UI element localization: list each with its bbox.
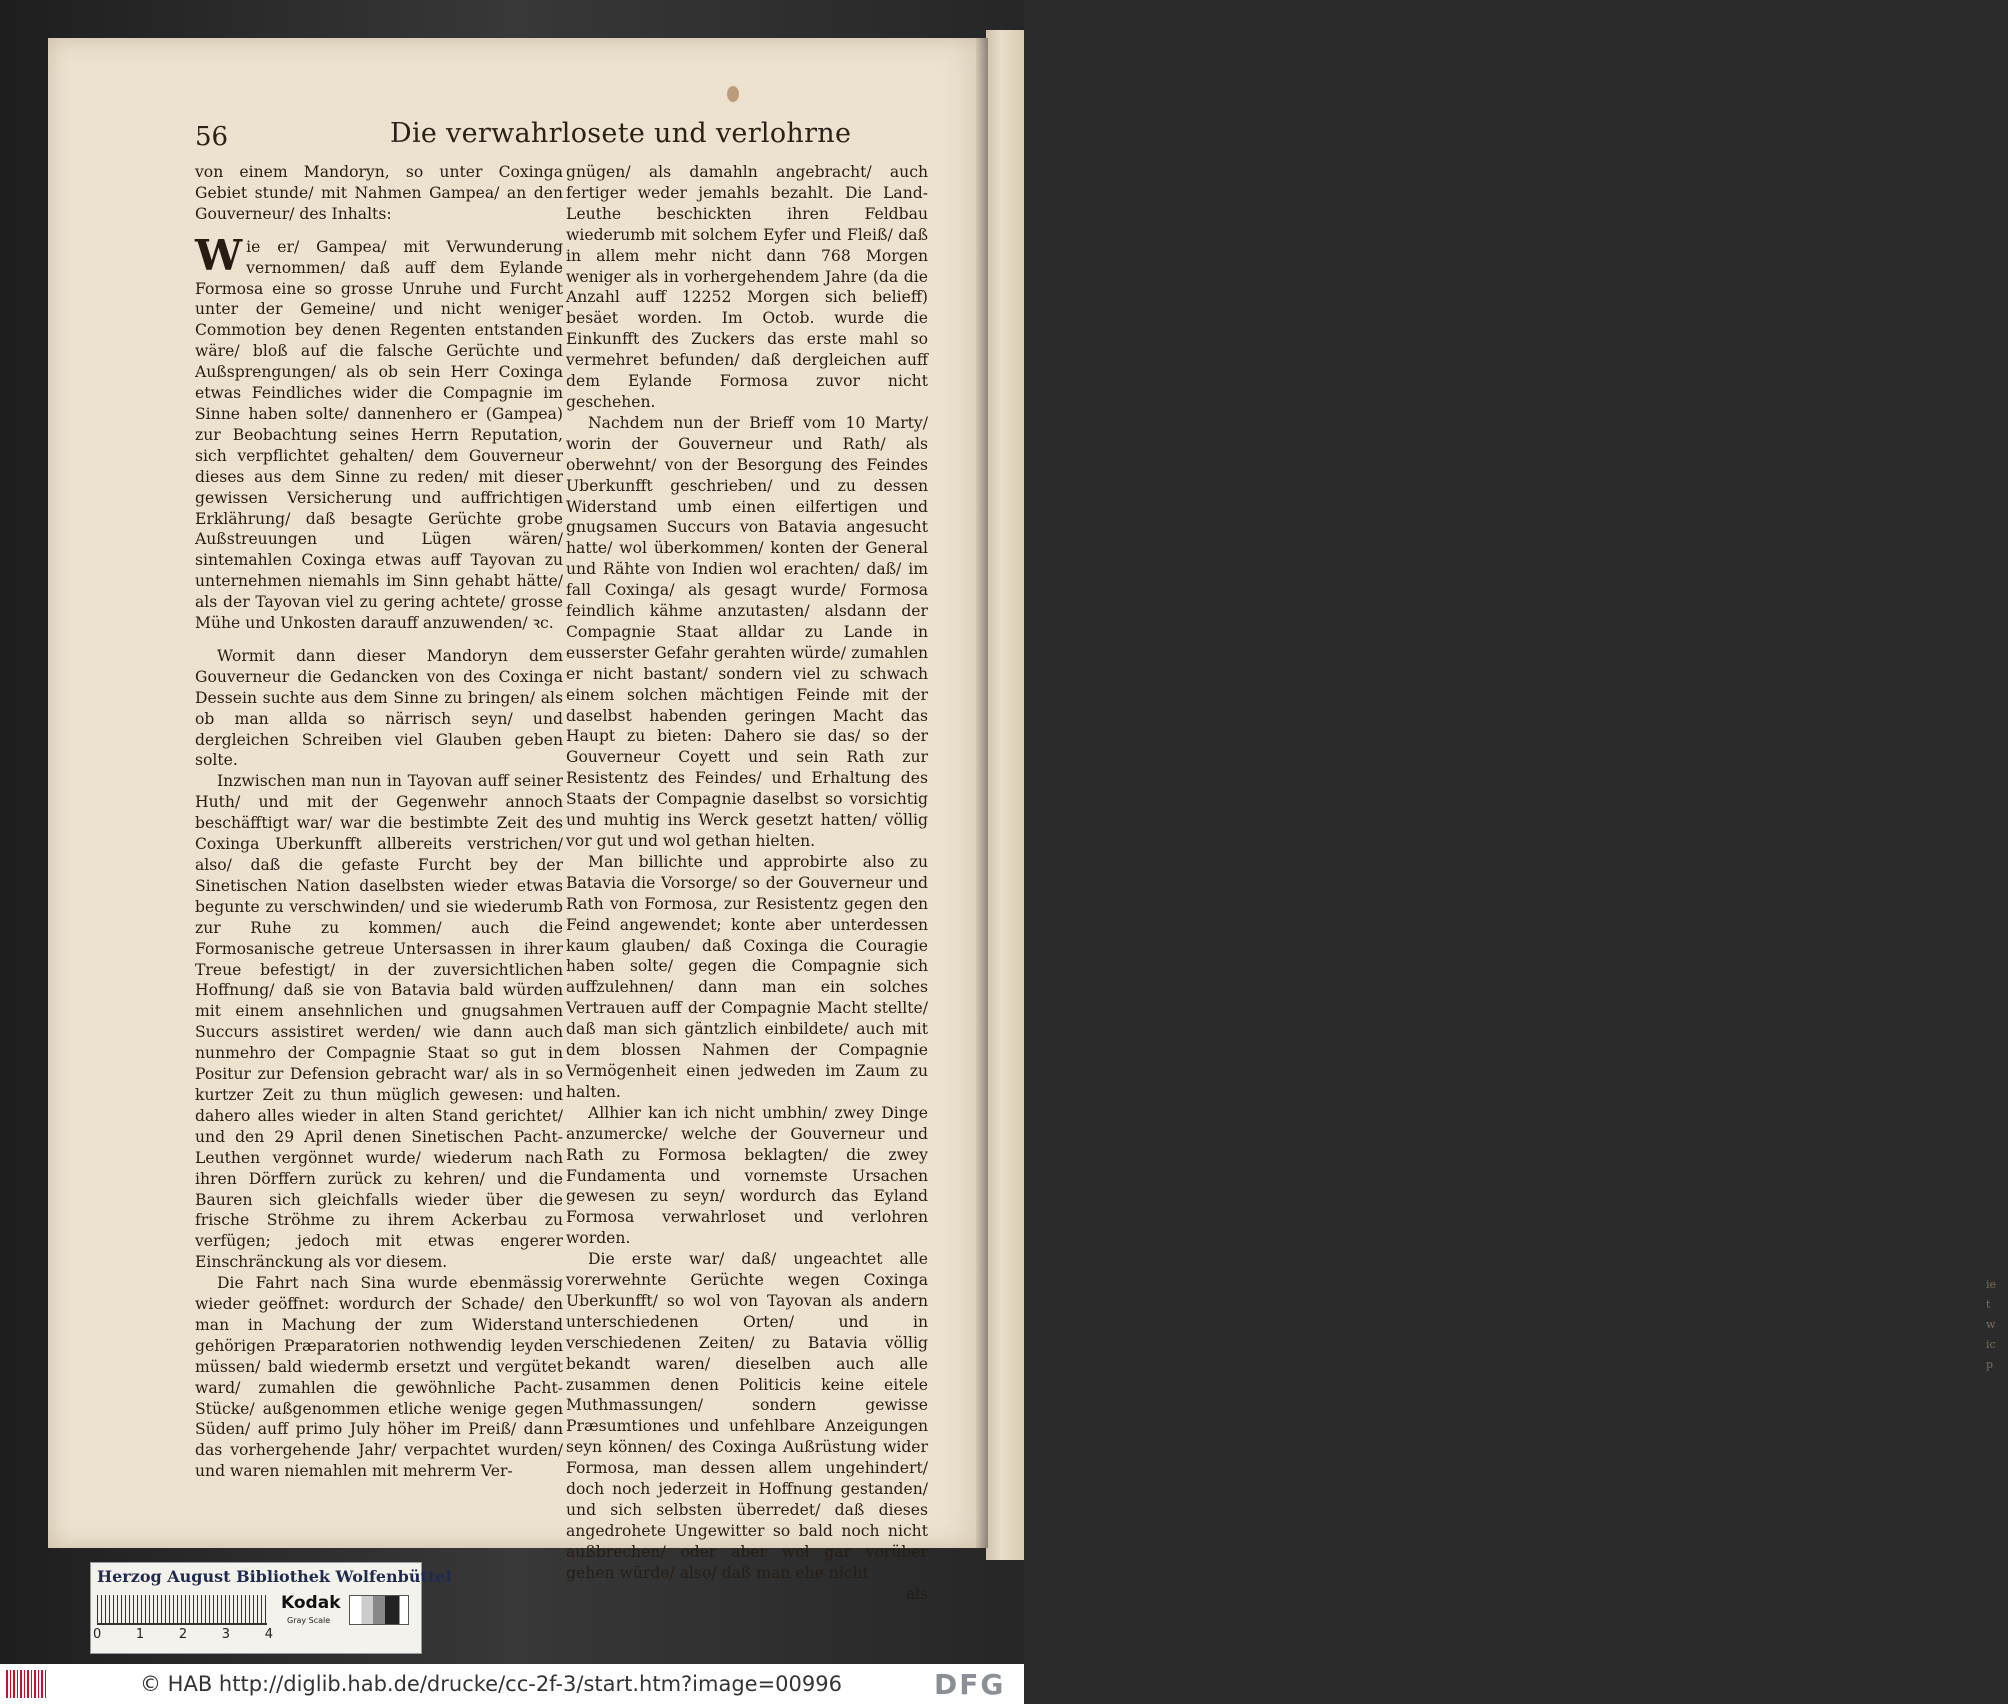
edge-mark: ie	[1986, 1278, 1997, 1291]
ruler-number: 0	[93, 1627, 102, 1642]
kodak-sublabel: Gray Scale	[287, 1616, 331, 1625]
edge-mark: w	[1986, 1318, 1996, 1331]
edge-mark: ic	[1986, 1338, 1996, 1351]
left-column	[195, 162, 563, 1482]
edge-mark: p	[1986, 1358, 1994, 1371]
gray-scale-swatch	[349, 1595, 409, 1625]
page-gutter	[976, 38, 988, 1548]
running-head: Die verwahrlosete und verlohrne	[390, 118, 852, 149]
ruler-number: 4	[264, 1627, 273, 1642]
barcode-icon	[6, 1670, 46, 1698]
right-column	[566, 162, 928, 1605]
page-number: 56	[195, 122, 229, 152]
paragraph: Die Fahrt nach Sina wurde ebenmässig wieder geöffnet: wordurch der Schade/ den man in Machung der zum Widerstand gehörigen Præparatorien nothwendig leyden müssen/ bald wiedermb ersetzt und vergütet ward/ zumahlen die gewöhnliche Pacht-Stücke/ außgenommen etliche wenige gegen Süden/ auff primo July höher im Preiß/ dann das vorhergehende Jahr/ verpachtet wurden/ und waren niemahlen mit mehrerm Ver-	[195, 1274, 563, 1481]
facing-page-marks	[1986, 1275, 2008, 1375]
paragraph: Nachdem nun der Brieff vom 10 Marty/ worin der Gouverneur und Rath/ als oberwehnt/ von der Besorgung des Feindes Uberkunfft geschrieben/ und zu dessen Widerstand umb einen eilfertigen und gnugsamen Succurs von Batavia angesucht hatte/ wol überkommen/ konten der General und Rähte von Indien wol erachten/ daß/ im fall Coxinga/ als gesagt wurde/ Formosa feindlich kähme anzutasten/ alsdann der Compagnie Staat alldar zu Lande in eusserster Gefahr gerahten würde/ zumahlen er nicht bastant/ sondern viel zu schwach einem solchen mächtigen Feinde mit der daselbst habenden geringen Macht das Haupt zu bieten: Dahero sie das/ so der Gouverneur Coyett und sein Rath zur Resistentz des Feindes/ und Erhaltung des Staats der Compagnie daselbst so vorsichtig und muhtig ins Werck gesetzt hatten/ völlig vor gut und wol gethan hielten.	[566, 413, 928, 850]
edge-mark: t	[1986, 1298, 1991, 1311]
paragraph: Man billichte und approbirte also zu Batavia die Vorsorge/ so der Gouverneur und Rath von Formosa, zur Resistentz gegen den Feind angewendet; konte aber unterdessen kaum glauben/ daß Coxinga die Couragie haben solte/ gegen die Compagnie sich auffzulehnen/ dann man ein solches Vertrauen auff der Compagnie Macht stellte/ daß man sich gäntzlich einbildete/ auch mit dem blossen Nahmen der Compagnie Vermögenheit einen jedweden im Zaum zu halten.	[566, 852, 928, 1101]
ruler-scale	[93, 1627, 273, 1642]
library-name: Herzog August Bibliothek Wolfenbüttel	[97, 1567, 452, 1586]
paper-stain	[727, 86, 739, 102]
library-reference-card	[90, 1562, 452, 1654]
measurement-ruler	[97, 1595, 267, 1625]
paragraph: Wie er/ Gampea/ mit Verwunderung vernommen/ daß auff dem Eylande Formosa eine so grosse Unruhe und Furcht unter der Gemeine/ und nicht weniger Commotion bey denen Regenten entstanden wäre/ bloß auf die falsche Gerüchte und Außsprengungen/ als ob sein Herr Coxinga etwas Feindliches wider die Compagnie im Sinne haben solte/ dannenhero er (Gampea) zur Beobachtung seines Herrn Reputation, sich verpflichtet gehalten/ dem Gouverneur dieses aus dem Sinne zu reden/ mit dieser gewissen Versicherung und auffrichtigen Erklährung/ daß besagte Gerüchte grobe Außstreuungen und Lügen wären/ sintemahlen Coxinga etwas auff Tayovan zu unternehmen niemahls im Sinn gehabt hätte/ als der Tayovan viel zu gering achtete/ grosse Mühe und Unkosten darauff anzuwenden/ ꝛc.	[195, 230, 563, 633]
paragraph: Wormit dann dieser Mandoryn dem Gouverneur die Gedancken von des Coxinga Dessein suchte aus dem Sinne zu bringen/ als ob man allda so närrisch seyn/ und dergleichen Schreiben viel Glauben geben solte.	[195, 646, 563, 770]
paragraph: gnügen/ als damahln angebracht/ auch fertiger weder jemahls bezahlt. Die Land-Leuthe beschickten ihren Feldbau wiederumb mit solchem Eyfer und Fleiß/ daß in allem mehr nicht dann 768 Morgen weniger als in vorhergehendem Jahre (da die Anzahl auff 12252 Morgen sich belieff) besäet worden. Im Octob. wurde die Einkunfft des Zuckers das erste mahl so vermehret befunden/ daß dergleichen auff dem Eylande Formosa zuvor nicht geschehen.	[566, 163, 928, 411]
dfg-logo: DFG	[934, 1668, 1006, 1701]
kodak-label: Kodak	[281, 1593, 341, 1613]
copyright-link[interactable]: © HAB http://diglib.hab.de/drucke/cc-2f-3/start.htm?image=00996	[140, 1672, 842, 1696]
footer-bar	[0, 1664, 1024, 1704]
catchword: als	[905, 1584, 928, 1603]
ruler-number: 1	[135, 1627, 145, 1642]
paragraph: Inzwischen man nun in Tayovan auff seiner Huth/ und mit der Gegenwehr annoch beschäfftigt war/ war die bestimbte Zeit des Coxinga Uberkunfft allbereits verstrichen/ also/ daß die gefaste Furcht bey der Sinetischen Nation daselbsten wieder etwas begunte zu verschwinden/ und sie wiederumb zur Ruhe zu kommen/ auch die Formosanische getreue Untersassen in ihrer Treue befestigt/ in der zuversichtlichen Hoffnung/ daß sie von Batavia bald würden mit einem ansehnlichen und gnugsahmen Succurs assistiret werden/ wie dann auch nunmehro der Compagnie Staat so gut in Positur zur Defension gebracht war/ als in so kurtzer Zeit zu thun müglich gewesen: und dahero alles wieder in alten Stand gerichtet/ und den 29 April denen Sinetischen Pacht-Leuthen vergönnet wurde/ wiederum nach ihren Dörffern zurück zu kehren/ und die Bauren sich gleichfalls wieder über die frische Ströhme zu ihrem Ackerbau zu verfügen; jedoch mit etwas engerer Einschränckung als vor diesem.	[195, 772, 563, 1272]
paragraph: von einem Mandoryn, so unter Coxinga Gebiet stunde/ mit Nahmen Gampea/ an den Gouverneur/ des Inhalts:	[195, 163, 563, 223]
ruler-number: 2	[178, 1627, 188, 1642]
paragraph: Allhier kan ich nicht umbhin/ zwey Dinge anzumercke/ welche der Gouverneur und Rath zu Formosa beklagten/ die zwey Fundamenta und vornemste Ursachen gewesen zu seyn/ wordurch das Eyland Formosa verwahrloset und verlohren worden.	[566, 1103, 928, 1248]
paragraph: Die erste war/ daß/ ungeachtet alle vorerwehnte Gerüchte wegen Coxinga Uberkunfft/ so wol von Tayovan als andern unterschiedenen Orten/ und in verschiedenen Zeiten/ zu Batavia völlig bekandt waren/ dieselben auch alle zusammen denen Politicis keine eitele Muthmassungen/ sondern gewisse Præsumtiones und unfehlbare Anzeigungen seyn können/ des Coxinga Außrüstung wider Formosa, man dessen allem ungehindert/ doch noch jederzeit in Hoffnung gestanden/ und sich selbsten überredet/ daß dieses angedrohete Ungewitter so bald noch nicht außbrechen/ oder aber wol gar vorüber gehen würde/ also/ daß man ehe nicht	[566, 1250, 928, 1582]
ruler-number: 3	[221, 1627, 231, 1642]
facing-page-edge	[986, 30, 1997, 1560]
